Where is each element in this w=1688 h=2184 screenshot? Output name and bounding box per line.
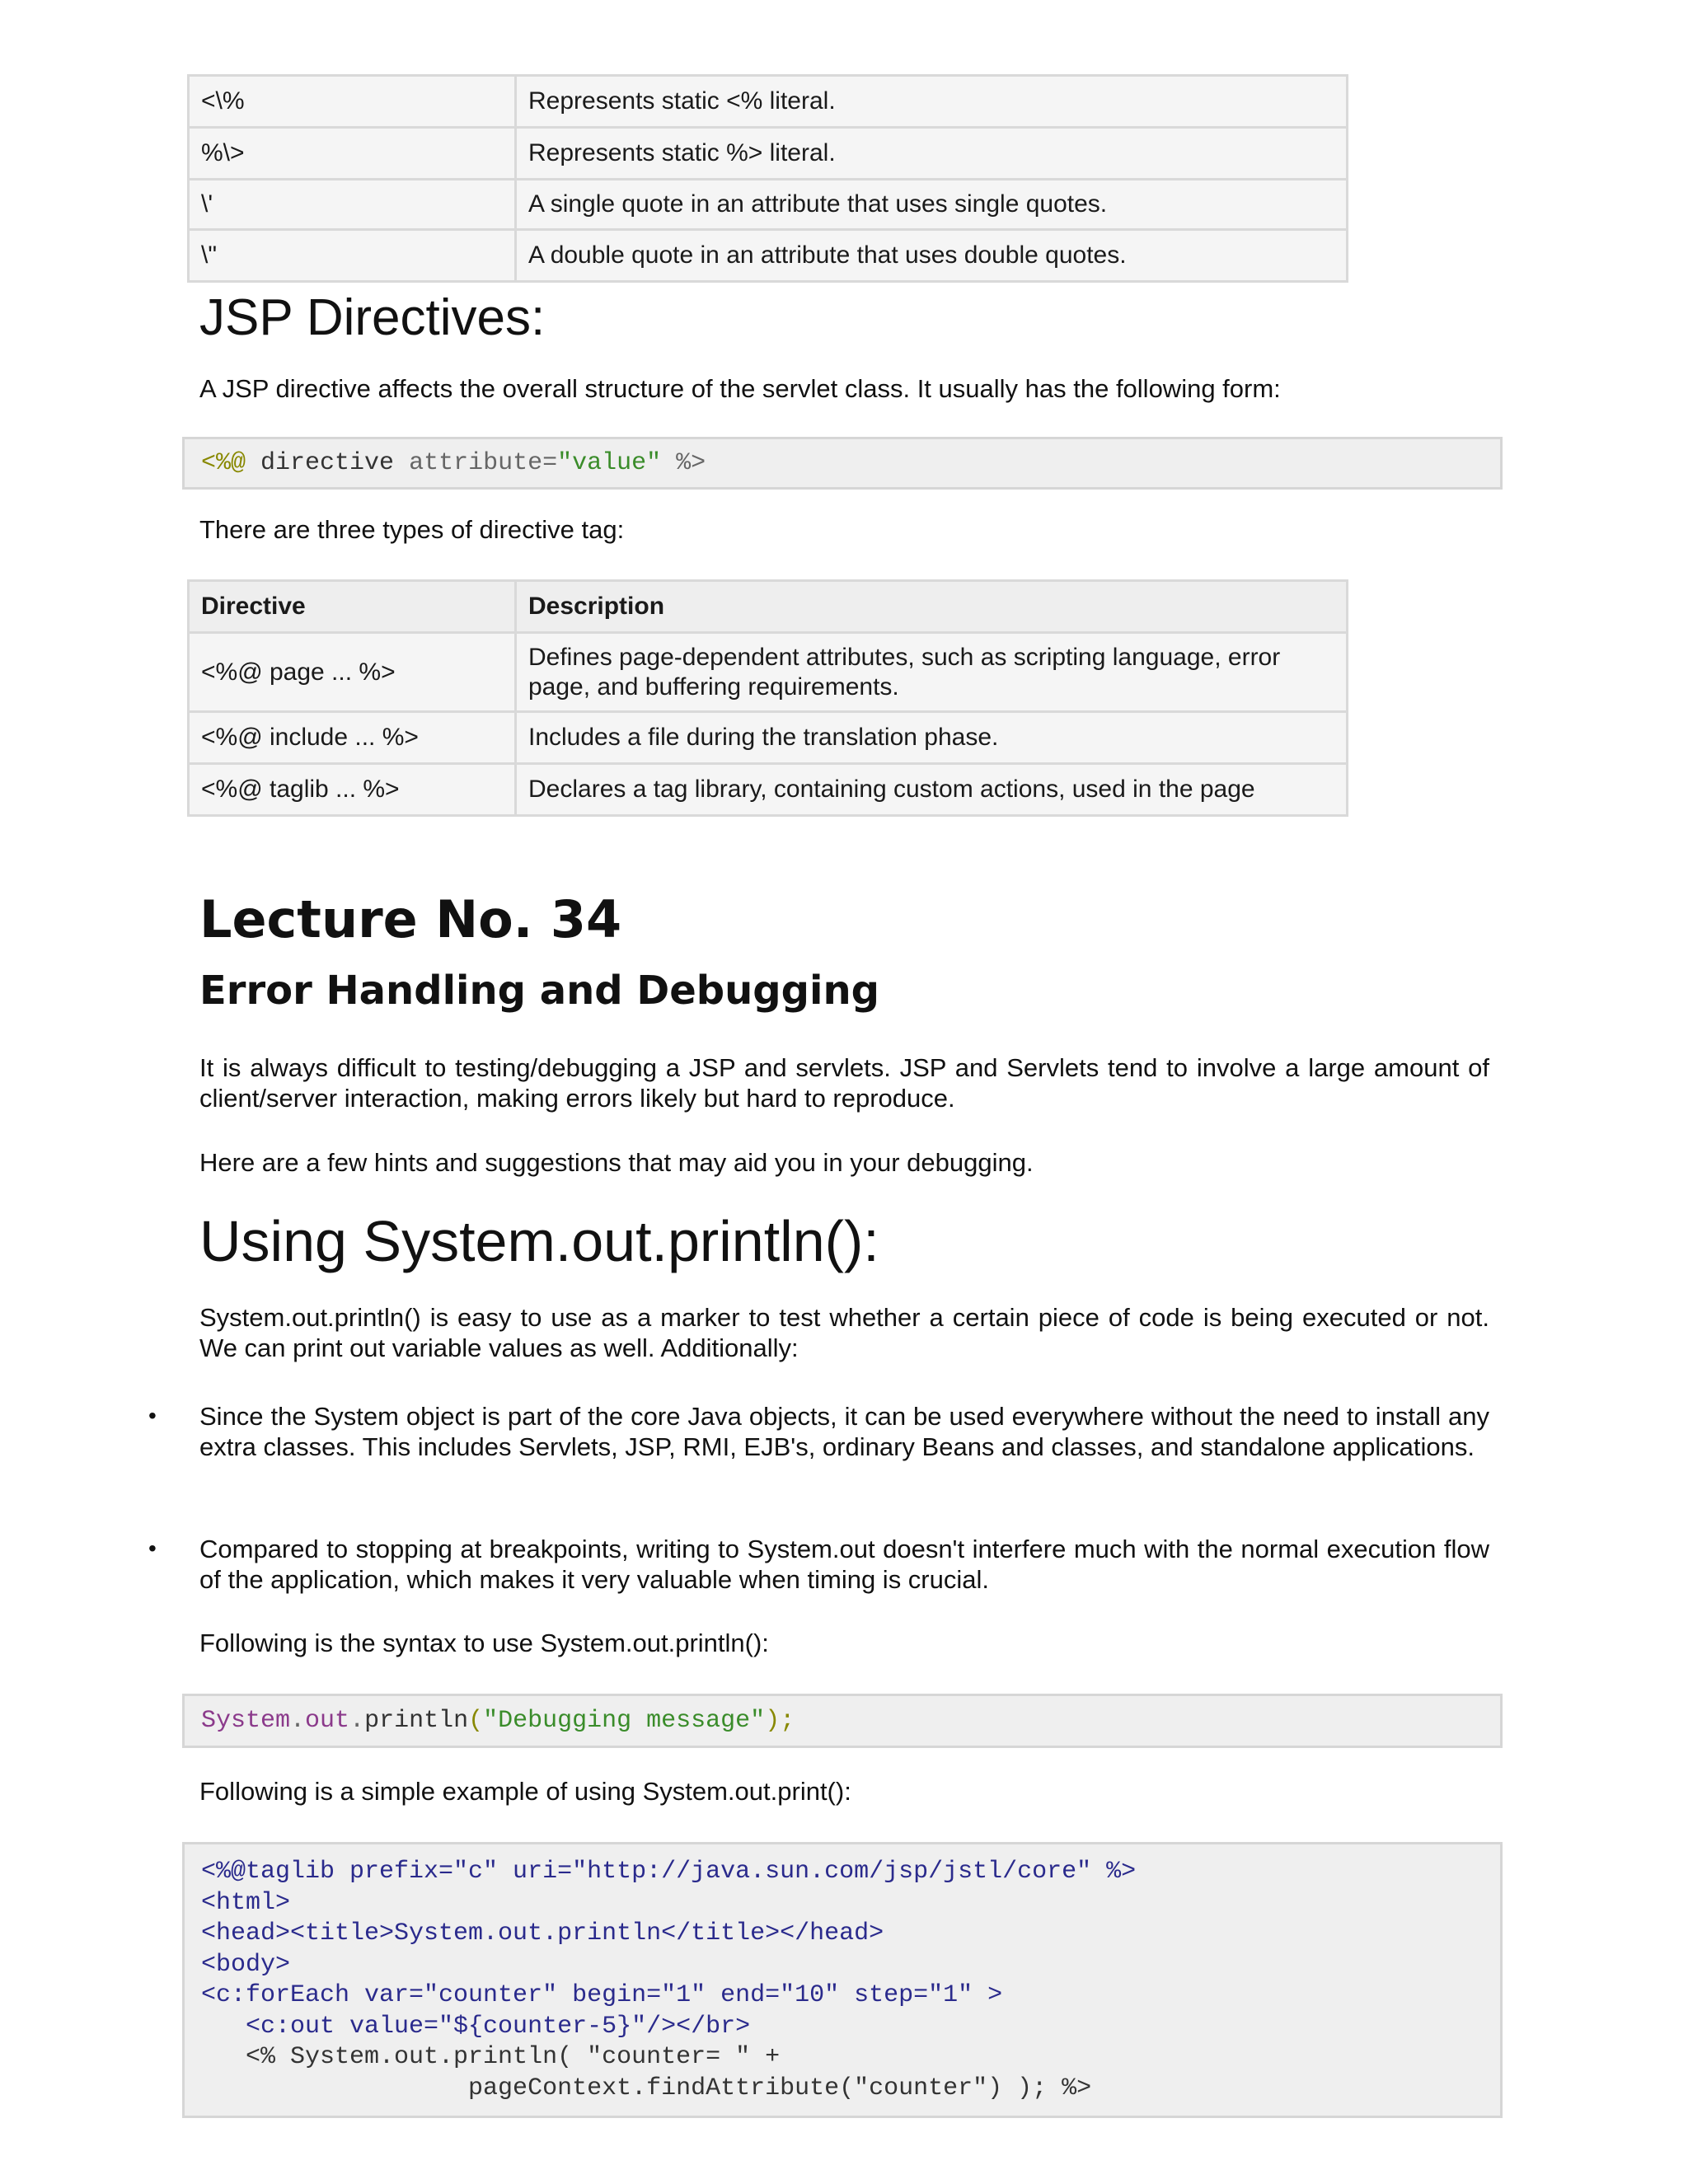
syntax-text: Following is the syntax to use System.out.println(): (199, 1629, 769, 1657)
code-token: println (364, 1707, 469, 1735)
description-line: Defines page-dependent attributes, such as scripting language, error (528, 643, 1281, 671)
code-token: = (542, 449, 558, 477)
code-token: <%@ (201, 449, 246, 477)
bullet-text: Since the System object is part of the core Java objects, it can be used everywhere without the need to install any extra classes. This includes Servlets, JSP, RMI, EJB's, ordinary Beans and classes, and standalone applications. (199, 1402, 1489, 1461)
column-header: Description (516, 581, 1348, 633)
description-cell: Includes a file during the translation phase. (516, 712, 1348, 764)
example-text: Following is a simple example of using System.out.print(): (199, 1777, 851, 1806)
lecture-subtitle: Error Handling and Debugging (199, 968, 879, 1014)
code-token: . (349, 1707, 365, 1735)
directive-types-text: There are three types of directive tag: (199, 515, 625, 544)
escape-seq: \" (189, 230, 516, 282)
table-row (189, 712, 1348, 764)
println-intro: System.out.println() is easy to use as a marker to test whether a certain piece of code is being executed or not. We can print out variable values as well. Additionally: (199, 1303, 1489, 1362)
section-heading-directives: JSP Directives: (199, 289, 546, 346)
lecture-paragraph: Here are a few hints and suggestions that may aid you in your debugging. (199, 1148, 1034, 1177)
bullet-dot: • (148, 1403, 157, 1428)
code-token: . (290, 1707, 306, 1735)
lecture-paragraph: It is always difficult to testing/debugging a JSP and servlets. JSP and Servlets tend to involve a large amount of client/server interaction, making errors likely but hard to reproduce. (199, 1053, 1489, 1113)
directives-intro: A JSP directive affects the overall structure of the servlet class. It usually has the following form: (199, 374, 1281, 403)
description-cell (516, 633, 1348, 712)
code-line: pageContext.findAttribute("counter") ); %> (201, 2074, 1092, 2102)
code-line: <c:forEach var="counter" begin="1" end="10" step="1" > (201, 1981, 1003, 2009)
bullet-text: Compared to stopping at breakpoints, writing to System.out doesn't interfere much with the normal execution flow of the application, which makes it very valuable when timing is crucial. (199, 1535, 1489, 1594)
code-line: <body> (201, 1950, 291, 1979)
table-row (189, 180, 1348, 230)
escape-table (187, 74, 1348, 283)
lecture-title: Lecture No. 34 (199, 889, 622, 949)
code-token: ); (765, 1707, 795, 1735)
code-line: <c:out value="${counter-5}"/></br> (201, 2012, 751, 2041)
code-line: <head><title>System.out.println</title></head> (201, 1919, 884, 1947)
description-cell: Declares a tag library, containing custom actions, used in the page (516, 764, 1348, 816)
code-token: System (201, 1707, 291, 1735)
code-token: "Debugging message" (483, 1707, 766, 1735)
table-row (189, 633, 1348, 712)
column-header: Directive (189, 581, 516, 633)
code-line: <html> (201, 1888, 291, 1917)
escape-desc: Represents static %> literal. (516, 128, 1348, 180)
table-row (189, 76, 1348, 128)
code-token: out (305, 1707, 350, 1735)
code-token: ( (468, 1707, 484, 1735)
escape-seq: %\> (189, 128, 516, 180)
table-row (189, 128, 1348, 180)
escape-desc: A single quote in an attribute that uses single quotes. (516, 180, 1348, 230)
code-line: <%@taglib prefix="c" uri="http://java.sun.com/jsp/jstl/core" %> (201, 1858, 1137, 1886)
escape-desc: Represents static <% literal. (516, 76, 1348, 128)
code-token: directive (260, 449, 395, 477)
table-row (189, 230, 1348, 282)
code-token: attribute (409, 449, 543, 477)
escape-seq: \' (189, 180, 516, 230)
directive-table (187, 579, 1348, 817)
table-row (189, 764, 1348, 816)
bullet-dot: • (148, 1535, 157, 1561)
code-line: <% System.out.println( "counter= " + (201, 2043, 781, 2071)
code-token: "value" (557, 449, 662, 477)
escape-desc: A double quote in an attribute that uses double quotes. (516, 230, 1348, 282)
directive-cell: <%@ page ... %> (189, 633, 516, 712)
directive-cell: <%@ include ... %> (189, 712, 516, 764)
table-header-row (189, 581, 1348, 633)
directive-code-block (182, 437, 1503, 490)
description-line: page, and buffering requirements. (528, 673, 899, 701)
syntax-code-block (182, 1694, 1503, 1748)
escape-seq: <\% (189, 76, 516, 128)
code-token: %> (676, 449, 706, 477)
directive-cell: <%@ taglib ... %> (189, 764, 516, 816)
example-code-block (182, 1842, 1503, 2118)
section-heading-println: Using System.out.println(): (199, 1209, 879, 1273)
